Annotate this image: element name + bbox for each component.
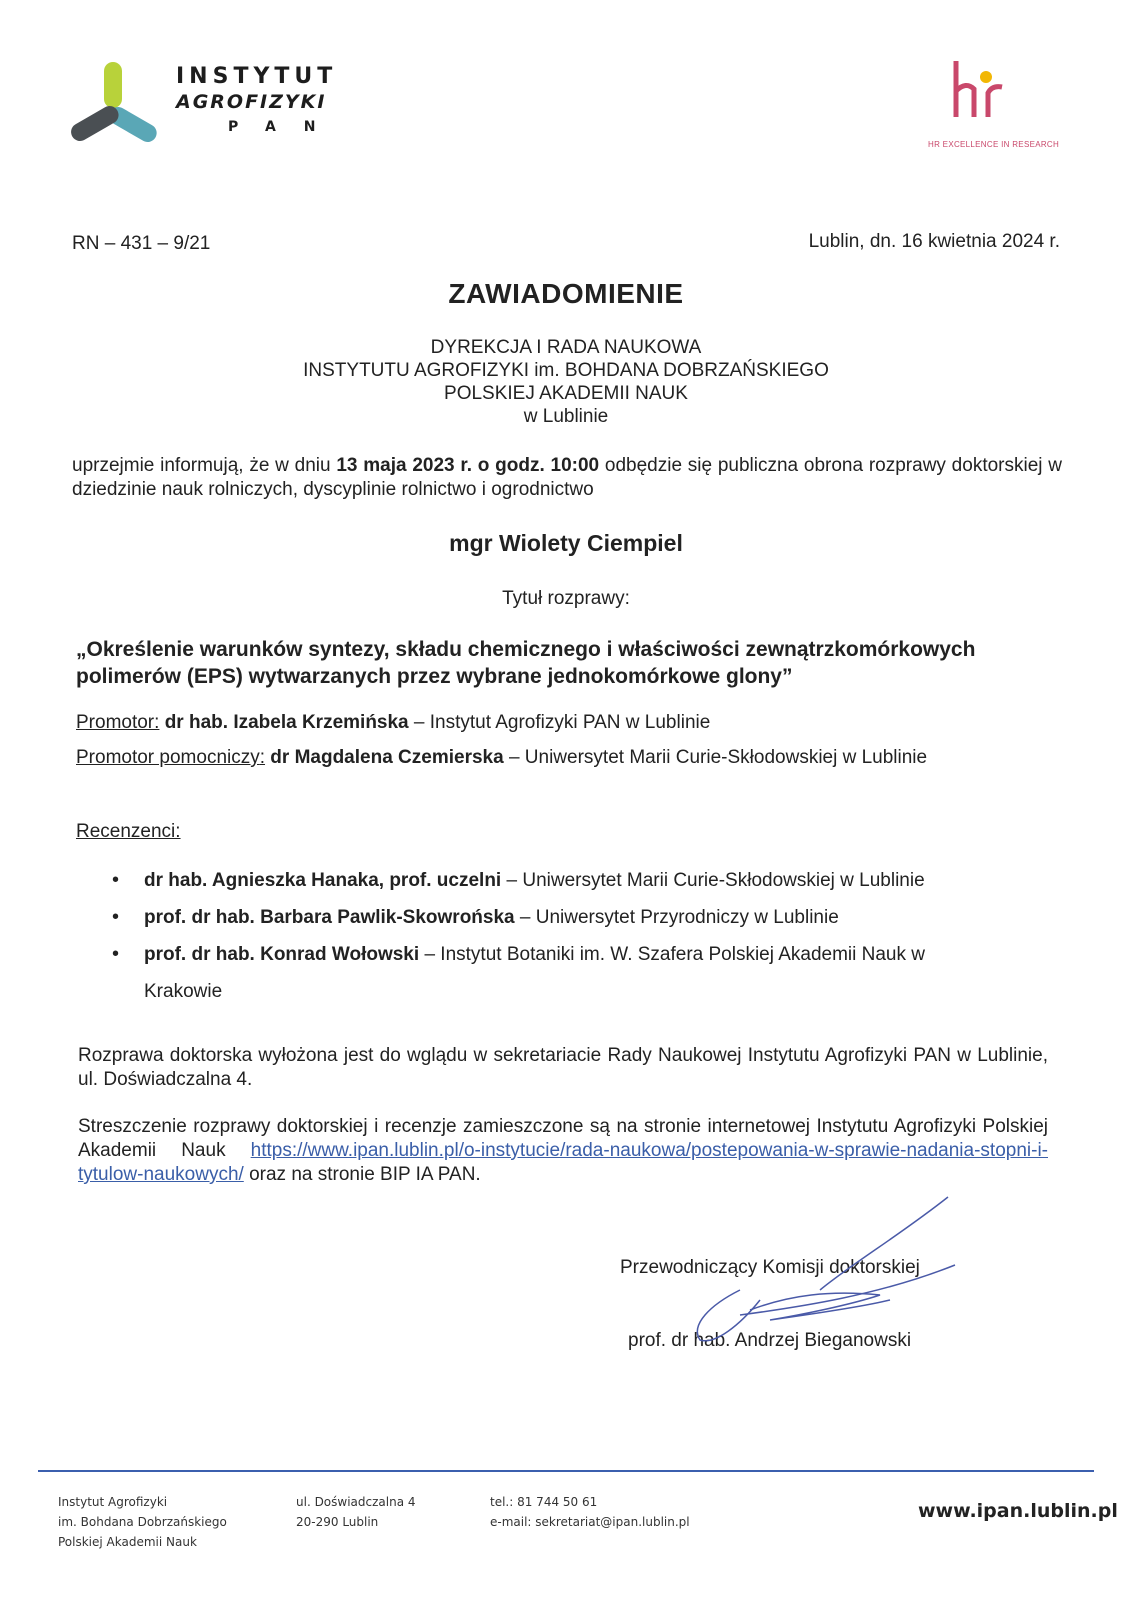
logo-line-2: AGROFIZYKI — [176, 91, 327, 113]
footer-website-link[interactable]: www.ipan.lublin.pl — [918, 1500, 1118, 1522]
summary-text-before: Streszczenie rozprawy doktorskiej i recenzje zamieszczone są na stronie internetowej Instytutu Agrofizyki Polskiej Akademii Nauk — [78, 1116, 1048, 1161]
reviewer-affiliation: – Uniwersytet Marii Curie-Skłodowskiej w Lublinie — [501, 870, 925, 891]
promotor-name: dr hab. Izabela Krzemińska — [164, 712, 409, 733]
list-item — [112, 862, 1012, 899]
document-title: ZAWIADOMIENIE — [448, 278, 684, 309]
footer-col2-line2: 20-290 Lublin — [296, 1515, 379, 1529]
thesis-title: „Określenie warunków syntezy, składu chemicznego i właściwości zewnątrzkomórkowych polimerów (EPS) wytwarzanych przez wybrane jednokomórkowe glony” — [76, 638, 976, 688]
footer-col1-line3: Polskiej Akademii Nauk — [58, 1535, 197, 1549]
reviewer-name: prof. dr hab. Konrad Wołowski — [144, 944, 420, 965]
handwritten-signature-icon — [680, 1195, 980, 1355]
footer-phone: tel.: 81 744 50 61 — [490, 1495, 598, 1509]
summary-text-after: oraz na stronie BIP IA PAN. — [243, 1164, 481, 1185]
authority-block — [0, 336, 1132, 428]
candidate-name: mgr Wiolety Ciempiel — [449, 530, 683, 556]
authority-line-3: POLSKIEJ AKADEMII NAUK — [444, 383, 688, 404]
footer-address-block — [58, 1492, 227, 1552]
co-promotor-affiliation: – Uniwersytet Marii Curie-Skłodowskiej w Lublinie — [503, 747, 928, 768]
reviewer-name: dr hab. Agnieszka Hanaka, prof. uczelni — [144, 870, 502, 891]
defense-datetime: 13 maja 2023 r. o godz. 10:00 — [336, 455, 600, 476]
hr-caption: HR EXCELLENCE IN RESEARCH — [928, 140, 1060, 149]
summary-link[interactable]: https://www.ipan.lublin.pl/o-instytucie/rada-naukowa/postepowania-w-sprawie-nadania-stopni-i-tytulow-naukowych/ — [78, 1140, 1048, 1185]
reviewer-affiliation: – Uniwersytet Przyrodniczy w Lublinie — [514, 907, 839, 928]
footer-col2-line1: ul. Doświadczalna 4 — [296, 1495, 416, 1509]
promotor-row — [76, 711, 710, 735]
authority-line-1: DYREKCJA I RADA NAUKOWA — [430, 337, 702, 358]
footer-street-block — [296, 1492, 416, 1532]
signature-name: prof. dr hab. Andrzej Bieganowski — [628, 1330, 912, 1351]
institute-logo-text — [176, 64, 344, 135]
co-promotor-row: Promotor pomocniczy: dr Magdalena Czemierska – Uniwersytet Marii Curie-Skłodowskiej w Lublinie — [76, 747, 928, 768]
reviewers-list — [112, 862, 1012, 1010]
footer-email[interactable]: e-mail: sekretariat@ipan.lublin.pl — [490, 1515, 690, 1529]
logo-line-3: PAN — [228, 119, 344, 135]
summary-paragraph — [78, 1115, 1048, 1187]
authority-line-2: INSTYTUTU AGROFIZYKI im. BOHDANA DOBRZAŃSKIEGO — [303, 360, 829, 381]
list-item — [112, 936, 994, 1010]
co-promotor-name: dr Magdalena Czemierska — [270, 747, 504, 768]
reference-number: RN – 431 – 9/21 — [72, 233, 211, 254]
thesis-label: Tytuł rozprawy: — [502, 588, 630, 609]
intro-text-2: odbędzie się publiczna obrona rozprawy doktorskiej w dziedzinie nauk rolniczych, dyscyplinie rolnictwo i ogrodnictwo — [72, 455, 1062, 500]
footer-col1-line1: Instytut Agrofizyki — [58, 1495, 168, 1509]
reviewer-affiliation: – Instytut Botaniki im. W. Szafera Polskiej Akademii Nauk w Krakowie — [144, 944, 925, 1002]
availability-paragraph: Rozprawa doktorska wyłożona jest do wglądu w sekretariacie Rady Naukowej Instytutu Agrofizyki PAN w Lublinie, ul. Doświadczalna 4. — [78, 1045, 1048, 1090]
intro-paragraph — [72, 454, 1062, 502]
footer-contact-block — [490, 1492, 690, 1532]
footer-col1-line2: im. Bohdana Dobrzańskiego — [58, 1515, 227, 1529]
reviewers-label: Recenzenci: — [76, 821, 181, 842]
list-item — [112, 899, 1012, 936]
reviewer-name: prof. dr hab. Barbara Pawlik-Skowrońska — [144, 907, 515, 928]
co-promotor-label: Promotor pomocniczy — [76, 747, 260, 768]
authority-line-4: w Lublinie — [523, 406, 609, 427]
intro-text-1: uprzejmie informują, że w dniu — [72, 455, 337, 476]
footer-divider — [38, 1470, 1094, 1472]
logo-line-1: INSTYTUT — [176, 64, 338, 89]
signature-title: Przewodniczący Komisji doktorskiej — [620, 1257, 920, 1278]
promotor-affiliation: – Instytut Agrofizyki PAN w Lublinie — [408, 712, 711, 733]
document-date: Lublin, dn. 16 kwietnia 2024 r. — [808, 231, 1060, 252]
promotor-label: Promotor: — [76, 712, 160, 733]
